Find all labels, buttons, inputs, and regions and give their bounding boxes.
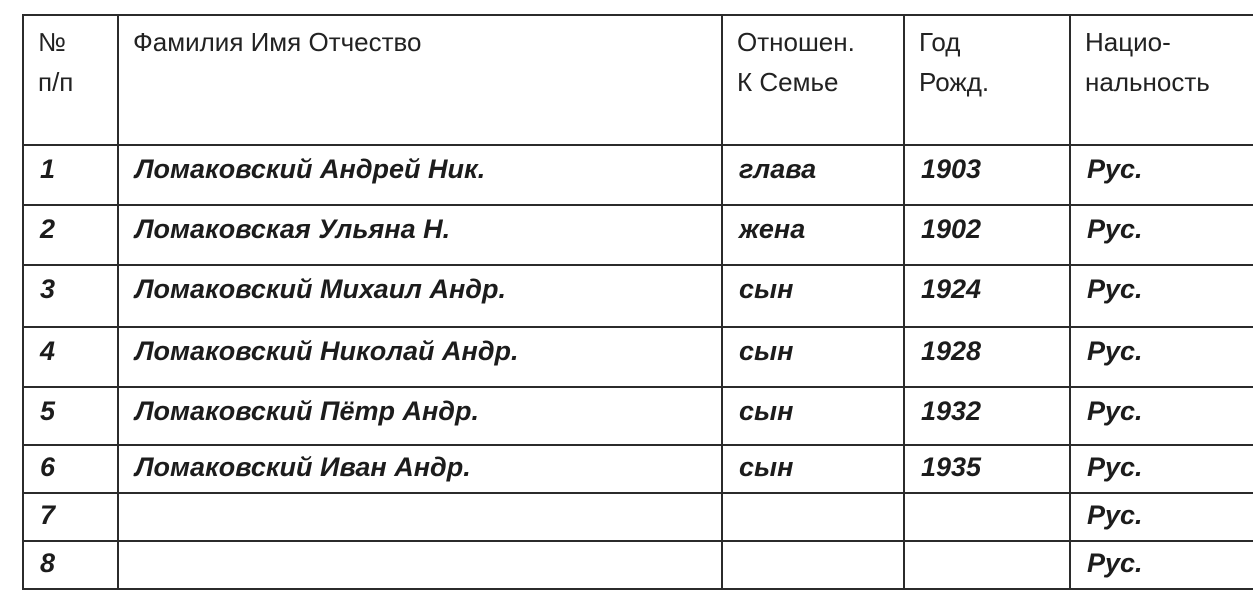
cell-birth-year: 1903 <box>904 145 1070 205</box>
cell-number: 1 <box>23 145 118 205</box>
cell-nationality: Рус. <box>1070 445 1253 493</box>
cell-relation: сын <box>722 445 904 493</box>
cell-number: 2 <box>23 205 118 265</box>
header-full-name <box>118 15 722 145</box>
cell-number: 8 <box>23 541 118 589</box>
cell-nationality: Рус. <box>1070 145 1253 205</box>
table-row <box>23 145 1253 205</box>
cell-full-name: Ломаковская Ульяна Н. <box>118 205 722 265</box>
cell-number: 4 <box>23 327 118 387</box>
header-birth-year-line-1: Год <box>919 27 961 57</box>
cell-birth-year: 1928 <box>904 327 1070 387</box>
cell-birth-year: 1932 <box>904 387 1070 445</box>
header-birth-year <box>904 15 1070 145</box>
cell-relation: жена <box>722 205 904 265</box>
cell-full-name: Ломаковский Андрей Ник. <box>118 145 722 205</box>
cell-full-name: Ломаковский Пётр Андр. <box>118 387 722 445</box>
cell-birth-year <box>904 541 1070 589</box>
cell-relation: сын <box>722 327 904 387</box>
table-row <box>23 327 1253 387</box>
table-row <box>23 205 1253 265</box>
header-relation-line-1: Отношен. <box>737 27 855 57</box>
cell-number: 6 <box>23 445 118 493</box>
table-row <box>23 541 1253 589</box>
table-row <box>23 265 1253 327</box>
table-header-row <box>23 15 1253 145</box>
cell-nationality: Рус. <box>1070 493 1253 541</box>
header-relation-line-2: К Семье <box>737 67 839 97</box>
header-number-line-1: № <box>38 27 66 57</box>
cell-relation: глава <box>722 145 904 205</box>
header-number <box>23 15 118 145</box>
cell-full-name: Ломаковский Михаил Андр. <box>118 265 722 327</box>
cell-full-name <box>118 493 722 541</box>
cell-full-name <box>118 541 722 589</box>
header-birth-year-line-2: Рожд. <box>919 67 990 97</box>
cell-birth-year: 1902 <box>904 205 1070 265</box>
cell-nationality: Рус. <box>1070 265 1253 327</box>
cell-number: 3 <box>23 265 118 327</box>
header-full-name-line-1: Фамилия Имя Отчество <box>133 27 422 57</box>
table-row <box>23 493 1253 541</box>
family-table <box>22 14 1253 590</box>
header-nationality-line-2: нальность <box>1085 67 1210 97</box>
cell-nationality: Рус. <box>1070 205 1253 265</box>
cell-birth-year <box>904 493 1070 541</box>
cell-birth-year: 1924 <box>904 265 1070 327</box>
cell-full-name: Ломаковский Иван Андр. <box>118 445 722 493</box>
cell-nationality: Рус. <box>1070 327 1253 387</box>
header-number-line-2: п/п <box>38 67 74 97</box>
cell-birth-year: 1935 <box>904 445 1070 493</box>
cell-relation <box>722 493 904 541</box>
header-nationality-line-1: Нацио- <box>1085 27 1171 57</box>
cell-nationality: Рус. <box>1070 387 1253 445</box>
header-relation <box>722 15 904 145</box>
cell-number: 7 <box>23 493 118 541</box>
table-row <box>23 445 1253 493</box>
cell-relation <box>722 541 904 589</box>
cell-full-name: Ломаковский Николай Андр. <box>118 327 722 387</box>
cell-relation: сын <box>722 265 904 327</box>
table-row <box>23 387 1253 445</box>
cell-nationality: Рус. <box>1070 541 1253 589</box>
cell-number: 5 <box>23 387 118 445</box>
header-nationality <box>1070 15 1253 145</box>
cell-relation: сын <box>722 387 904 445</box>
